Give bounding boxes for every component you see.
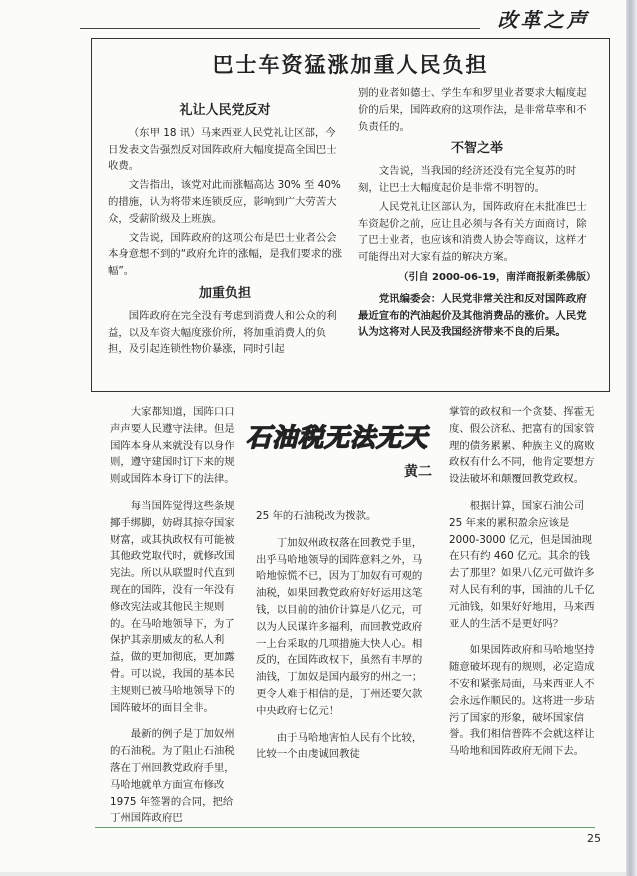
box-left-paragraph: （东甲 18 讯）马来西亚人民党礼让区部，今日发表文告强烈反对国阵政府大幅度提高全国巴士收费。 xyxy=(108,126,337,173)
box-heading-3: 不智之举 xyxy=(450,141,503,157)
section-tag: 改革之声 xyxy=(497,8,590,32)
news-box xyxy=(91,38,610,392)
box-right-paragraph: 人民党礼让区部认为，国阵政府在未批准巴士车资起价之前，应让且必须与各有关方面商讨，除了巴士业者，也应该和消费人协会等商议，这样才可能得出对大家有益的解决方案。 xyxy=(358,200,587,264)
box-heading-1: 礼让人民党反对 xyxy=(179,103,271,118)
article-paragraph: 丁加奴州政权落在回教党手里，出乎马哈地领导的国阵意料之外，马哈地惊慌不已，因为丁加奴有可观的油税，如果回教党政府好好运用这笔钱，以目前的油价计算是八亿元，可以为人民谋许多福利，而回教党政府一上台采取的几项措施大快人心。相反的，在国阵政权下，虽然有丰厚的油钱，丁加奴是国内最穷的州之一；更令人难于相信的是，丁州还要欠款中央政府七亿元！ xyxy=(256,536,423,717)
article-column-1 xyxy=(110,404,238,837)
box-left-paragraph: 文告说，国阵政府的这项公布是巴士业者公会本身意想不到的“政府允许的涨幅，是我们要求的涨幅”。 xyxy=(108,231,342,278)
article-paragraph: 最新的例子是丁加奴州的石油税。为了阻止石油税落在丁州回教党政府手里，马哈地就单方面宣布修改 1975 年签署的合同，把给丁州国阵政府巴 xyxy=(110,728,235,825)
article-paragraph: 大家都知道，国阵口口声声要人民遵守法律。但是国阵本身从来就没有以身作则，遵守建国时订下来的规则或国阵本身订下的法律。 xyxy=(110,406,235,486)
box-title: 巴士车资猛涨加重人民负担 xyxy=(212,52,489,77)
article-paragraph: 由于马哈地害怕人民有个比较，比较一个由虔诚回教徒 xyxy=(256,731,423,761)
box-right-column xyxy=(358,85,596,343)
box-left-paragraph: 国阵政府在完全没有考虑到消费人和公众的利益，以及车资大幅度涨价所，将加重消费人的负担，及引起连锁性物价暴涨，同时引起 xyxy=(108,309,337,356)
article-paragraph: 根据计算，国家石油公司 25 年来的累积盈余应该是 2000-3000 亿元，但是国油现在只有约 460 亿元。其余的钱去了那里？如果八亿元可做许多对人民有利的事，国油的儿千亿元油钱，如果好好地用，马来西亚人的生活不是更好吗？ xyxy=(449,499,595,630)
article-paragraph: 每当国阵觉得这些条规揶手绑脚，妨碍其掠夺国家财富，或其执政权有可能被其他政党取代时，就修改国宪法。所以从联盟时代直到现在的国阵，没有一年没有修改宪法或其他民主规则的。在马哈地领导下，为了保护其亲朋威友的私人利益，做的更加彻底，更加露骨。可以说，我国的基本民主规则已被马哈地领导下的国阵破坏的面目全非。 xyxy=(110,499,235,714)
editor-note: 党讯编委会：人民党非常关注和反对国阵政府最近宣布的汽油起价及其他消费品的涨价。人民党认为这将对人民及我国经济带来不良的后果。 xyxy=(358,292,587,339)
source-citation: （引自 2000-06-19，南洋商报新柔佛版） xyxy=(398,271,596,283)
footer-rule xyxy=(95,827,595,828)
box-heading-2: 加重负担 xyxy=(198,285,251,301)
article-title: 石油税无法无天 xyxy=(245,423,428,452)
box-right-paragraph: 别的业者如德士、学生车和罗里业者要求大幅度起价的后果，国阵政府的这项作法，是非常草率和不负责任的。 xyxy=(358,87,587,133)
box-left-paragraph: 文告指出，该党对此而涨幅高达 30% 至 40% 的措施，认为将带来连锁反应，影响到广大劳苦大众，受薪阶级及上班族。 xyxy=(108,179,341,225)
article-author: 黄二 xyxy=(404,464,432,480)
box-right-paragraph: 文告说，当我国的经济还没有完全复苏的时刻，让巴士大幅度起价是非常不明智的。 xyxy=(358,165,577,194)
box-left-column xyxy=(108,97,342,360)
page-number: 25 xyxy=(587,832,601,845)
article-paragraph: 25 年的石油税改为拨款。 xyxy=(256,510,377,522)
article-paragraph: 掌管的政权和一个贪婪、挥霍无度、假公济私、把富有的国家管理的债务累累、种族主义的腐败政权有什么不同，他肯定要想方设法破坏和颠覆回教党政权。 xyxy=(449,406,595,486)
page-edge xyxy=(626,0,637,876)
article-column-2 xyxy=(256,508,426,773)
header-rule xyxy=(80,28,480,29)
article-column-3 xyxy=(449,404,595,770)
article-paragraph: 如果国阵政府和马哈地坚持随意破坏现有的规则，必定造成不安和紧张局面，马来西亚人不会永远作顺民的。这将进一步玷污了国家的形象，破坏国家信誉。我们相信普阵不会就这样让马哈地和国阵政府无闹下去。 xyxy=(449,644,595,758)
